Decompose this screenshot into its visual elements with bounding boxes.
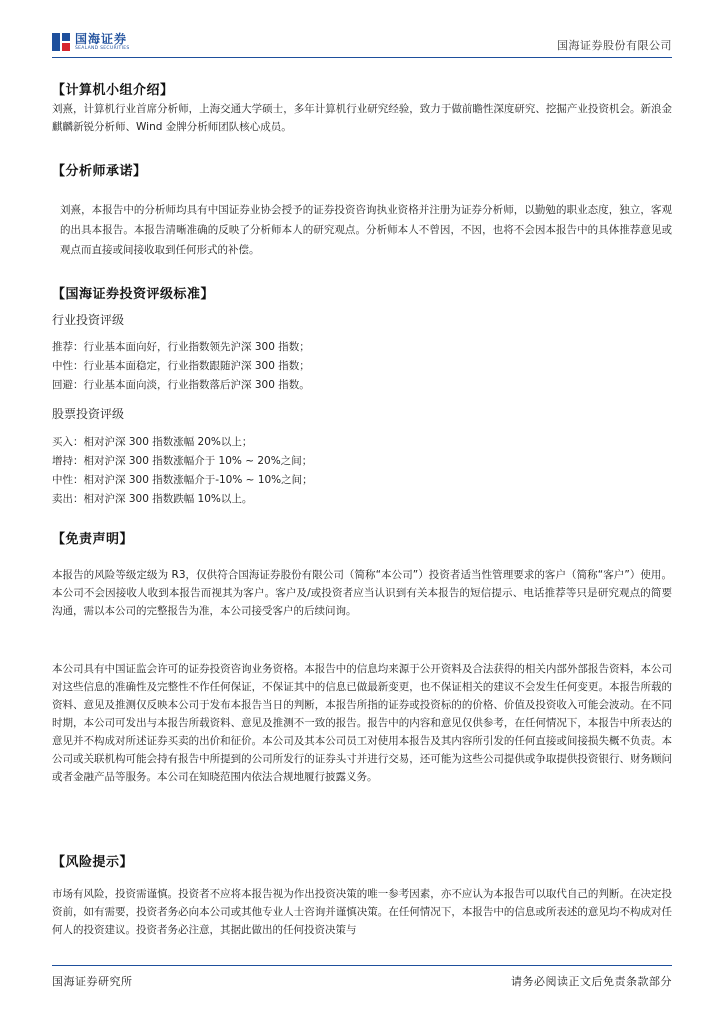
- disclaimer-title: 【免责声明】: [52, 532, 134, 547]
- header-divider: [52, 57, 672, 58]
- disclaimer-paragraph-2: 本公司具有中国证监会许可的证券投资咨询业务资格。本报告中的信息均来源于公开资料及合法获得的相关内部外部报告资料，本公司对这些信息的准确性及完整性不作任何保证，不保证其中的信息已做最新变更，也不保证相关的建议不会发生任何变更。本报告所载的资料、意见及推测仅反映本公司于发布本报告当日的判断，本报告所指的证券或投资标的的价格、价值及投资收入可能会波动。在不同时期，本公司可发出与本报告所载资料、意见及推测不一致的报告。报告中的内容和意见仅供参考，在任何情况下，本报告中所表达的意见并不构成对所述证券买卖的出价和征价。本公司及其本公司员工对使用本报告及其内容所引发的任何直接或间接损失概不负责。本公司或关联机构可能会持有报告中所提到的公司所发行的证券头寸并进行交易，还可能为这些公司提供或争取提供投资银行、财务顾问或者金融产品等服务。本公司在知晓范围内依法合规地履行披露义务。: [52, 663, 672, 783]
- logo-text-en: SEALAND SECURITIES: [75, 45, 130, 51]
- page-header: [52, 28, 672, 58]
- stock-rating-item: 买入：相对沪深 300 指数涨幅 20%以上；: [52, 436, 253, 448]
- industry-rating-item: 中性：行业基本面稳定，行业指数跟随沪深 300 指数；: [52, 360, 310, 372]
- stock-rating-item: 中性：相对沪深 300 指数涨幅介于-10% ~ 10%之间；: [52, 474, 313, 486]
- risk-text: 市场有风险，投资需谨慎。投资者不应将本报告视为作出投资决策的唯一参考因素，亦不应认为本报告可以取代自己的判断。在决定投资前，如有需要，投资者务必向本公司或其他专业人士咨询并谨慎决策。在任何情况下，本报告中的信息或所表述的意见均不构成对任何人的投资建议。投资者务必注意，其据此做出的任何投资决策与: [52, 888, 672, 936]
- stock-rating-item: 增持：相对沪深 300 指数涨幅介于 10% ~ 20%之间；: [52, 455, 313, 467]
- commitment-title: 【分析师承诺】: [52, 164, 147, 179]
- analyst-intro-title: 【计算机小组介绍】: [52, 83, 174, 98]
- industry-rating-title: 行业投资评级: [52, 313, 125, 327]
- footer-divider: [52, 965, 672, 966]
- industry-rating-item: 推荐：行业基本面向好，行业指数领先沪深 300 指数；: [52, 341, 310, 353]
- rating-standard-title: 【国海证券投资评级标准】: [52, 287, 215, 302]
- stock-rating-item: 卖出：相对沪深 300 指数跌幅 10%以上。: [52, 493, 253, 505]
- logo-text-cn: 国海证券: [75, 31, 128, 46]
- industry-rating-item: 回避：行业基本面向淡，行业指数落后沪深 300 指数。: [52, 379, 310, 391]
- footer-institute: 国海证券研究所: [52, 975, 133, 988]
- disclaimer-paragraph-1: 本报告的风险等级定级为 R3，仅供符合国海证券股份有限公司（简称“本公司”）投资者适当性管理要求的客户（简称“客户”）使用。本公司不会因接收人收到本报告而视其为客户。客户及/或投资者应当认识到有关本报告的短信提示、电话推荐等只是研究观点的简要沟通，需以本公司的完整报告为准，本公司接受客户的后续问询。: [52, 569, 672, 617]
- logo-mark-icon: [52, 33, 70, 51]
- company-logo: [52, 32, 130, 52]
- commitment-text: 刘熹，本报告中的分析师均具有中国证券业协会授予的证券投资咨询执业资格并注册为证券分析师，以勤勉的职业态度，独立，客观的出具本报告。本报告清晰准确的反映了分析师本人的研究观点。分析师本人不曾因，不因，也将不会因本报告中的具体推荐意见或观点而直接或间接收取到任何形式的补偿。: [60, 204, 672, 256]
- footer-notice: 请务必阅读正文后免责条款部分: [511, 975, 672, 988]
- risk-title: 【风险提示】: [52, 855, 134, 870]
- stock-rating-title: 股票投资评级: [52, 407, 125, 421]
- header-company-name: 国海证券股份有限公司: [557, 39, 672, 52]
- analyst-intro-text: 刘熹，计算机行业首席分析师，上海交通大学硕士，多年计算机行业研究经验，致力于做前瞻性深度研究、挖掘产业投资机会。新浪金麒麟新锐分析师、Wind 金牌分析师团队核心成员。: [52, 103, 672, 133]
